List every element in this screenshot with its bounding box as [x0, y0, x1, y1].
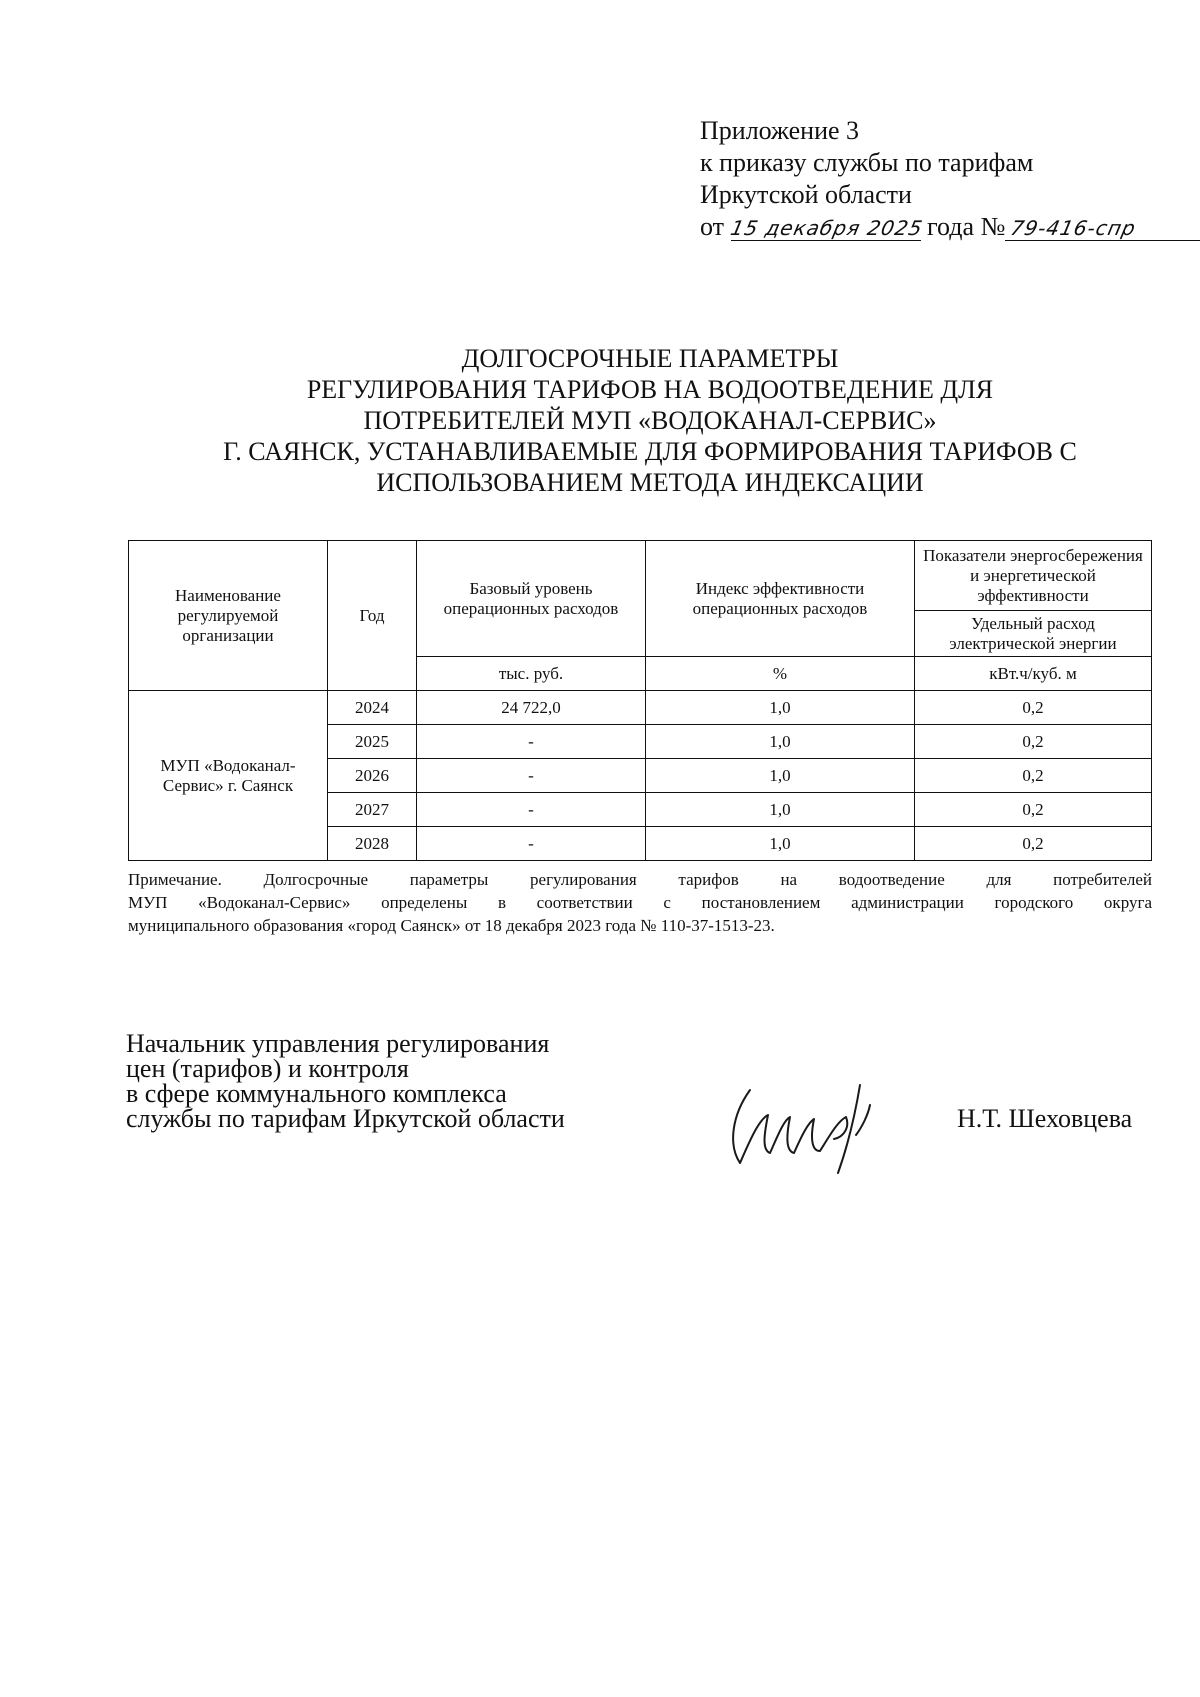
note-line-2: МУП «Водоканал-Сервис» определены в соответствии с постановлением администрации городского округа	[128, 893, 1152, 912]
cell-base: -	[417, 759, 646, 793]
header-organization: Наименование регулируемой организации	[129, 541, 328, 691]
table-row	[129, 691, 1152, 725]
order-date-field	[727, 215, 925, 241]
year-number-label: года №	[927, 212, 1006, 241]
unit-energy: кВт.ч/куб. м	[915, 657, 1152, 691]
cell-energy: 0,2	[915, 759, 1152, 793]
title-line-1: ДОЛГОСРОЧНЫЕ ПАРАМЕТРЫ	[461, 344, 839, 373]
cell-energy: 0,2	[915, 793, 1152, 827]
organization-name: МУП «Водоканал-Сервис» г. Саянск	[129, 691, 328, 861]
position-line-1: Начальник управления регулирования	[126, 1029, 550, 1058]
table-note	[128, 868, 1152, 937]
cell-base: -	[417, 827, 646, 861]
position-line-3: в сфере коммунального комплекса	[126, 1079, 507, 1108]
header-efficiency-index: Индекс эффективности операционных расходов	[646, 541, 915, 657]
cell-energy: 0,2	[915, 827, 1152, 861]
cell-year: 2028	[328, 827, 417, 861]
note-line-1: Примечание. Долгосрочные параметры регулирования тарифов на водоотведение для потребителей	[128, 870, 1152, 889]
title-line-5: ИСПОЛЬЗОВАНИЕМ МЕТОДА ИНДЕКСАЦИИ	[376, 468, 924, 497]
signatory-position	[126, 1031, 565, 1131]
cell-energy: 0,2	[915, 691, 1152, 725]
order-date-handwritten: 15 декабря 2025	[727, 216, 925, 240]
unit-index: %	[646, 657, 915, 691]
header-energy-group: Показатели энергосбережения и энергетической эффективности	[915, 541, 1152, 611]
position-line-2: цен (тарифов) и контроля	[126, 1054, 409, 1083]
cell-year: 2025	[328, 725, 417, 759]
cell-base: 24 722,0	[417, 691, 646, 725]
cell-index: 1,0	[646, 725, 915, 759]
title-line-3: ПОТРЕБИТЕЛЕЙ МУП «ВОДОКАНАЛ-СЕРВИС»	[363, 406, 937, 435]
cell-base: -	[417, 725, 646, 759]
header-row-1	[129, 541, 1152, 611]
appendix-line-3: Иркутской области	[700, 180, 912, 209]
cell-index: 1,0	[646, 827, 915, 861]
cell-year: 2024	[328, 691, 417, 725]
appendix-header	[700, 115, 1200, 243]
cell-base: -	[417, 793, 646, 827]
unit-base: тыс. руб.	[417, 657, 646, 691]
note-line-3: муниципального образования «город Саянск» от 18 декабря 2023 года № 110-37-1513-23.	[128, 916, 775, 935]
order-number-field	[1005, 215, 1200, 241]
position-line-4: службы по тарифам Иркутской области	[126, 1104, 565, 1133]
cell-year: 2027	[328, 793, 417, 827]
order-number-handwritten: 79-416-спр	[1008, 216, 1139, 240]
title-line-2: РЕГУЛИРОВАНИЯ ТАРИФОВ НА ВОДООТВЕДЕНИЕ ДЛЯ	[306, 375, 994, 404]
cell-index: 1,0	[646, 759, 915, 793]
handwritten-signature	[720, 1075, 920, 1175]
cell-index: 1,0	[646, 793, 915, 827]
header-year: Год	[328, 541, 417, 691]
appendix-date-line	[700, 211, 1200, 243]
parameters-table	[128, 540, 1152, 861]
header-energy-consumption: Удельный расход электрической энергии	[915, 611, 1152, 657]
appendix-line-2: к приказу службы по тарифам	[700, 148, 1034, 177]
document-title	[150, 343, 1150, 498]
signer-name: Н.Т. Шеховцева	[957, 1104, 1133, 1133]
cell-index: 1,0	[646, 691, 915, 725]
from-label: от	[700, 212, 725, 241]
cell-energy: 0,2	[915, 725, 1152, 759]
header-base-level: Базовый уровень операционных расходов	[417, 541, 646, 657]
title-line-4: Г. САЯНСК, УСТАНАВЛИВАЕМЫЕ ДЛЯ ФОРМИРОВАНИЯ ТАРИФОВ С	[223, 437, 1077, 466]
appendix-line-1: Приложение 3	[700, 116, 860, 145]
cell-year: 2026	[328, 759, 417, 793]
